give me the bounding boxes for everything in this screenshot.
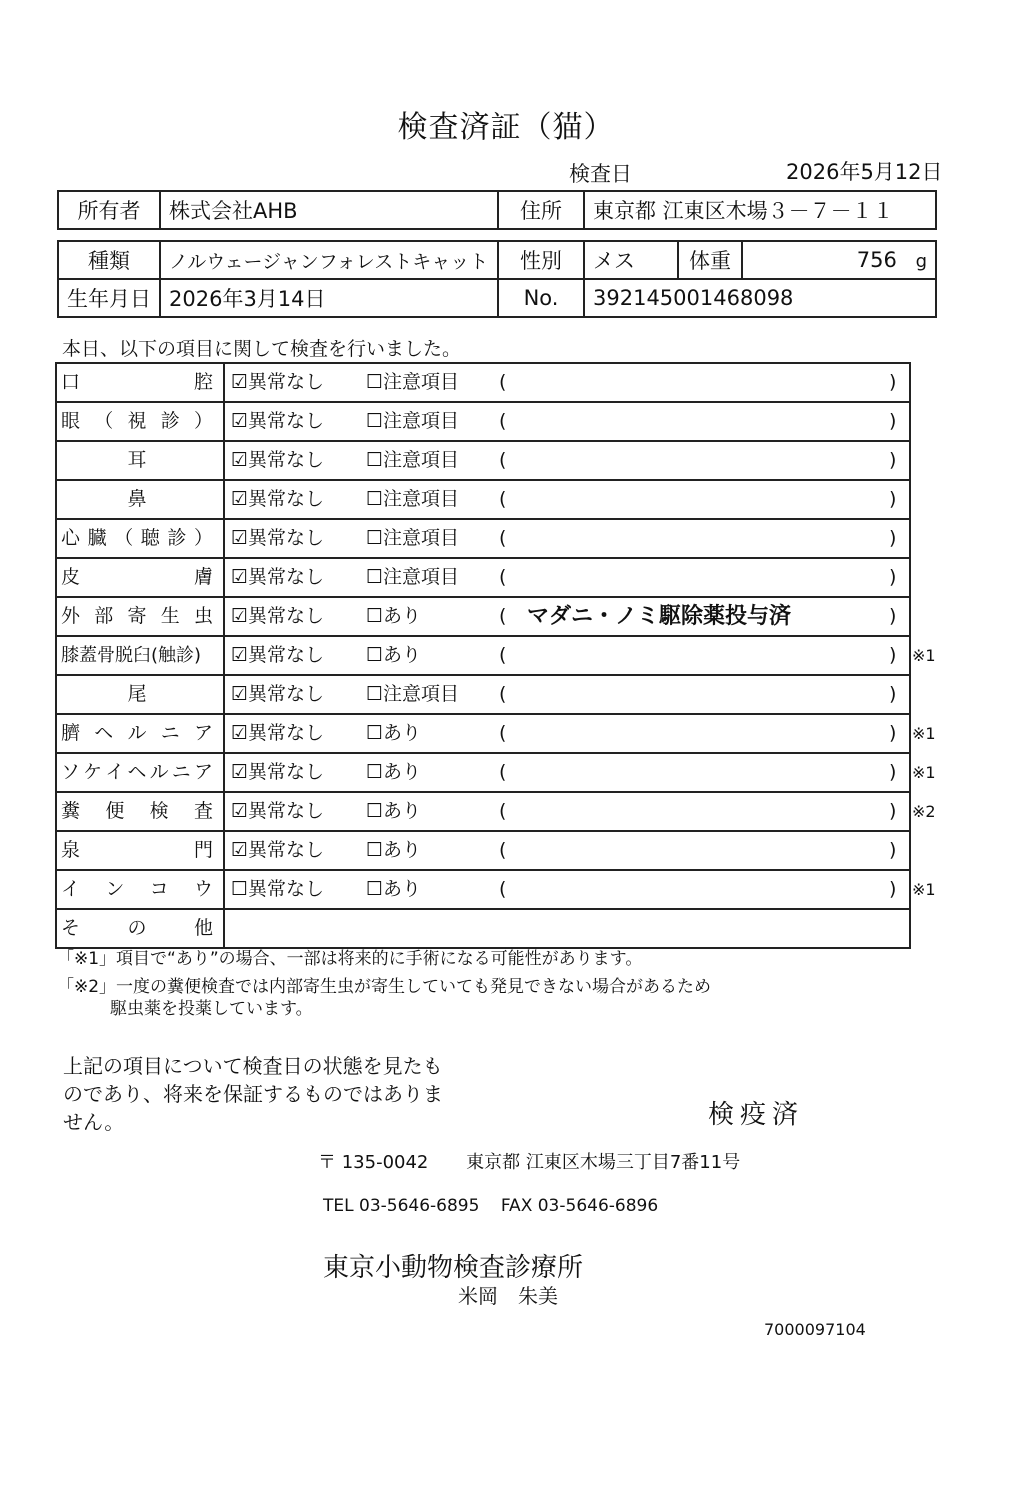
alt-label: 注意項目 [383, 566, 460, 588]
paren-open: ( [499, 566, 507, 588]
item-name-char: 検 [149, 800, 169, 822]
normal-label: 異常なし [248, 488, 325, 510]
paren-open: ( [499, 878, 507, 900]
clinic-person: 米岡 朱美 [458, 1284, 558, 1308]
normal-label: 異常なし [248, 761, 325, 783]
paren-close: ) [889, 878, 897, 900]
item-name-text [61, 637, 213, 674]
normal-option [231, 793, 324, 830]
item-name-char: 聴 [140, 527, 160, 549]
normal-option [231, 559, 324, 596]
checked-box-icon: ☑ [231, 605, 249, 627]
normal-option [231, 637, 324, 674]
paren-open: ( [499, 644, 507, 666]
paren-close: ) [889, 644, 897, 666]
checked-box-icon: ☑ [231, 527, 249, 549]
alt-option [366, 403, 459, 440]
address-label: 住所 [498, 191, 584, 229]
item-name-char: 鼻 [127, 488, 147, 510]
item-name [57, 442, 225, 479]
unchecked-box-icon: ☐ [366, 449, 384, 471]
alt-option [366, 871, 421, 908]
paren-open: ( [499, 683, 507, 705]
item-name-text [61, 715, 213, 752]
item-name [57, 559, 225, 596]
paren-close: ) [889, 410, 897, 432]
item-name-char: コ [149, 878, 169, 900]
checklist-row [57, 520, 909, 559]
checked-box-icon: ☑ [231, 488, 249, 510]
footnote-mark: ※1 [912, 724, 936, 743]
item-name-text [61, 871, 213, 908]
normal-option [231, 715, 324, 752]
alt-option [366, 598, 421, 635]
item-name-char: ン [105, 878, 125, 900]
item-name-char: 寄 [127, 605, 147, 627]
weight-unit: g [915, 251, 927, 272]
owner-address: 東京都 江東区木場３－７－１１ [584, 191, 936, 229]
paren-open: ( [499, 488, 507, 510]
item-name-char: ヘ [94, 722, 114, 744]
item-name-char: イ [61, 878, 81, 900]
paren-open: ( [499, 371, 507, 393]
checked-box-icon: ☑ [231, 761, 249, 783]
normal-label: 異常なし [248, 566, 325, 588]
paren-close: ) [889, 449, 897, 471]
checklist-row [57, 598, 909, 637]
paren-open: ( [499, 800, 507, 822]
unchecked-box-icon: ☐ [366, 683, 384, 705]
checked-box-icon: ☑ [231, 644, 249, 666]
unchecked-box-icon: ☐ [366, 800, 384, 822]
unchecked-box-icon: ☐ [366, 410, 384, 432]
item-name-char: 便 [105, 800, 125, 822]
intro-text: 本日、以下の項目に関して検査を行いました。 [62, 338, 462, 360]
type-label: 種類 [58, 241, 160, 279]
item-name-char: そ [61, 917, 81, 939]
paren-open: ( [499, 761, 507, 783]
alt-label: 注意項目 [383, 410, 460, 432]
normal-label: 異常なし [248, 722, 325, 744]
item-name-char: ） [193, 527, 213, 549]
item-name-char: 虫 [193, 605, 213, 627]
item-name [57, 364, 225, 401]
inspection-date: 2026年5月12日 [786, 160, 943, 184]
item-name-char: ア [193, 722, 213, 744]
checklist-row [57, 364, 909, 403]
item-name [57, 481, 225, 518]
normal-option [231, 364, 324, 401]
footnote-2-cont: 駆虫薬を投薬しています。 [110, 999, 313, 1019]
item-name-char: ケ [83, 761, 103, 783]
other-label [57, 910, 225, 947]
checklist-row [57, 676, 909, 715]
item-name [57, 793, 225, 830]
weight-label: 体重 [678, 241, 742, 279]
normal-label: 異常なし [248, 410, 325, 432]
alt-label: あり [383, 878, 422, 900]
footnote-mark: ※1 [912, 763, 936, 782]
item-name-char: 臍 [61, 722, 81, 744]
normal-label: 異常なし [248, 800, 325, 822]
footnote-mark: ※1 [912, 646, 936, 665]
alt-option [366, 715, 421, 752]
normal-option [231, 676, 324, 713]
footnote-mark: ※1 [912, 880, 936, 899]
item-name-char: ） [193, 410, 213, 432]
item-name-char: 査 [193, 800, 213, 822]
item-name-text [61, 403, 213, 440]
item-name [57, 676, 225, 713]
checklist-row [57, 754, 936, 793]
checked-box-icon: ☑ [231, 800, 249, 822]
alt-label: あり [383, 722, 422, 744]
normal-label: 異常なし [248, 371, 325, 393]
checklist-row [57, 403, 909, 442]
item-name [57, 715, 225, 752]
item-name-char: ソ [61, 761, 81, 783]
item-name-text [61, 481, 213, 518]
owner-label: 所有者 [58, 191, 160, 229]
item-name [57, 832, 225, 869]
normal-option [231, 832, 324, 869]
sex-label: 性別 [498, 241, 584, 279]
animal-no: 392145001468098 [584, 279, 936, 317]
paren-close: ) [889, 761, 897, 783]
alt-label: あり [383, 644, 422, 666]
item-name-text [61, 793, 213, 830]
unchecked-box-icon: ☐ [366, 761, 384, 783]
alt-option [366, 481, 459, 518]
normal-label: 異常なし [248, 449, 325, 471]
item-name-char: 視 [127, 410, 147, 432]
postal-code: 〒 135-0042 [318, 1152, 429, 1173]
paren-close: ) [889, 722, 897, 744]
clinic-tel: TEL 03-5646-6895 [323, 1196, 480, 1216]
footnote-1: 「※1」項目で“あり”の場合、一部は将来的に手術になる可能性があります。 [57, 949, 643, 969]
item-name-char: 眼 [61, 410, 81, 432]
paren-close: ) [889, 605, 897, 627]
animal-weight [742, 241, 936, 279]
checked-box-icon: ☑ [231, 722, 249, 744]
alt-label: 注意項目 [383, 449, 460, 471]
paren-close: ) [889, 527, 897, 549]
alt-label: 注意項目 [383, 683, 460, 705]
animal-type: ノルウェージャンフォレストキャット [160, 241, 498, 279]
item-name [57, 754, 225, 791]
paren-close: ) [889, 683, 897, 705]
checklist-row [57, 481, 909, 520]
paren-open: ( [499, 605, 507, 627]
clinic-contact [323, 1196, 658, 1216]
normal-label: 異常なし [248, 527, 325, 549]
normal-option [231, 481, 324, 518]
item-name-char: 生 [160, 605, 180, 627]
weight-value: 756 [856, 248, 897, 272]
document-number: 7000097104 [764, 1320, 866, 1339]
checklist-row [57, 442, 909, 481]
alt-label: 注意項目 [383, 371, 460, 393]
alt-option [366, 754, 421, 791]
item-name-char: ア [193, 761, 213, 783]
alt-label: あり [383, 605, 422, 627]
alt-option [366, 637, 421, 674]
unchecked-box-icon: ☐ [366, 371, 384, 393]
item-name-text [61, 598, 213, 635]
finding-note: マダニ・ノミ駆除薬投与済 [527, 604, 792, 629]
normal-option [231, 598, 324, 635]
unchecked-box-icon: ☐ [231, 878, 249, 900]
item-name [57, 871, 225, 908]
paren-open: ( [499, 722, 507, 744]
disclaimer: 上記の項目について検査日の状態を見たものであり、将来を保証するものではありません。 [63, 1054, 443, 1134]
alt-label: あり [383, 761, 422, 783]
animal-birth: 2026年3月14日 [160, 279, 498, 317]
item-name-char: 尾 [127, 683, 147, 705]
normal-option [231, 403, 324, 440]
item-name-char: 糞 [61, 800, 81, 822]
footnote-2: 「※2」一度の糞便検査では内部寄生虫が寄生していても発見できない場合があるため [57, 977, 712, 997]
normal-label: 異常なし [248, 839, 325, 861]
unchecked-box-icon: ☐ [366, 722, 384, 744]
normal-option [231, 754, 324, 791]
paren-open: ( [499, 410, 507, 432]
item-name-char: （ [114, 527, 134, 549]
alt-label: あり [383, 800, 422, 822]
item-name-char: 部 [94, 605, 114, 627]
clinic-address: 東京都 江東区木場三丁目7番11号 [466, 1152, 741, 1173]
item-name-char: 膝蓋骨脱臼(触診) [61, 645, 202, 666]
checklist-row [57, 559, 909, 598]
item-name-char: 心 [61, 527, 81, 549]
normal-option [231, 871, 324, 908]
item-name-char: ウ [193, 878, 213, 900]
birth-label: 生年月日 [58, 279, 160, 317]
owner-table [57, 190, 937, 230]
item-name-char: ヘ [127, 761, 147, 783]
alt-label: 注意項目 [383, 488, 460, 510]
item-name-char: イ [105, 761, 125, 783]
item-name-text [61, 910, 213, 947]
unchecked-box-icon: ☐ [366, 839, 384, 861]
alt-label: 注意項目 [383, 527, 460, 549]
unchecked-box-icon: ☐ [366, 644, 384, 666]
item-name-text [61, 559, 213, 596]
item-name [57, 403, 225, 440]
item-name-char: （ [94, 410, 114, 432]
normal-label: 異常なし [248, 644, 325, 666]
page-title: 検査済証（猫） [397, 110, 615, 145]
alt-option [366, 793, 421, 830]
paren-close: ) [889, 566, 897, 588]
item-name-char: 膚 [193, 566, 213, 588]
item-name [57, 598, 225, 635]
paren-open: ( [499, 449, 507, 471]
inspection-date-label: 検査日 [569, 162, 632, 186]
animal-table [57, 240, 937, 318]
checked-box-icon: ☑ [231, 566, 249, 588]
item-name-char: 診 [167, 527, 187, 549]
checklist [55, 362, 936, 949]
paren-close: ) [889, 800, 897, 822]
owner-name: 株式会社AHB [160, 191, 498, 229]
checked-box-icon: ☑ [231, 839, 249, 861]
unchecked-box-icon: ☐ [366, 488, 384, 510]
item-name-char: ニ [160, 722, 180, 744]
item-name-char: 診 [160, 410, 180, 432]
item-name-char: 臓 [87, 527, 107, 549]
item-name-char: ニ [171, 761, 191, 783]
normal-label: 異常なし [248, 683, 325, 705]
animal-sex: メス [584, 241, 678, 279]
item-name-char: ル [127, 722, 147, 744]
item-name-char: 門 [193, 839, 213, 861]
footnote-mark: ※2 [912, 802, 936, 821]
alt-option [366, 832, 421, 869]
checked-box-icon: ☑ [231, 683, 249, 705]
item-name-char: 耳 [127, 449, 147, 471]
item-name-char: 腔 [193, 371, 213, 393]
normal-option [231, 442, 324, 479]
item-name-text [61, 832, 213, 869]
paren-open: ( [499, 527, 507, 549]
item-name-char: ル [149, 761, 169, 783]
alt-option [366, 442, 459, 479]
alt-option [366, 520, 459, 557]
alt-option [366, 559, 459, 596]
paren-close: ) [889, 488, 897, 510]
checked-box-icon: ☑ [231, 410, 249, 432]
normal-label: 異常なし [248, 605, 325, 627]
item-name-text [61, 520, 213, 557]
item-name [57, 637, 225, 674]
quarantine-stamp: 検疫済 [708, 1100, 805, 1130]
alt-option [366, 676, 459, 713]
paren-close: ) [889, 371, 897, 393]
item-name-text [61, 364, 213, 401]
unchecked-box-icon: ☐ [366, 527, 384, 549]
paren-open: ( [499, 839, 507, 861]
item-name-text [61, 754, 213, 791]
item-name-char: 口 [61, 371, 81, 393]
item-name-char: の [127, 917, 147, 939]
item-name-char: 他 [193, 917, 213, 939]
paren-close: ) [889, 839, 897, 861]
item-name [57, 520, 225, 557]
item-name-text [61, 442, 213, 479]
normal-label: 異常なし [248, 878, 325, 900]
normal-option [231, 520, 324, 557]
clinic-fax: FAX 03-5646-6896 [500, 1196, 659, 1216]
item-name-char: 泉 [61, 839, 81, 861]
item-name-char: 皮 [61, 566, 81, 588]
clinic-name: 東京小動物検査診療所 [323, 1253, 584, 1283]
unchecked-box-icon: ☐ [366, 878, 384, 900]
checklist-row [57, 715, 936, 754]
unchecked-box-icon: ☐ [366, 605, 384, 627]
unchecked-box-icon: ☐ [366, 566, 384, 588]
alt-option [366, 364, 459, 401]
no-label: No. [498, 279, 584, 317]
item-name-text [61, 676, 213, 713]
checklist-row [57, 637, 936, 676]
clinic-address-line [318, 1148, 740, 1174]
checklist-row [57, 793, 936, 832]
checked-box-icon: ☑ [231, 449, 249, 471]
checklist-row [57, 832, 909, 871]
checked-box-icon: ☑ [231, 371, 249, 393]
alt-label: あり [383, 839, 422, 861]
item-name-char: 外 [61, 605, 81, 627]
checklist-row [57, 871, 936, 910]
